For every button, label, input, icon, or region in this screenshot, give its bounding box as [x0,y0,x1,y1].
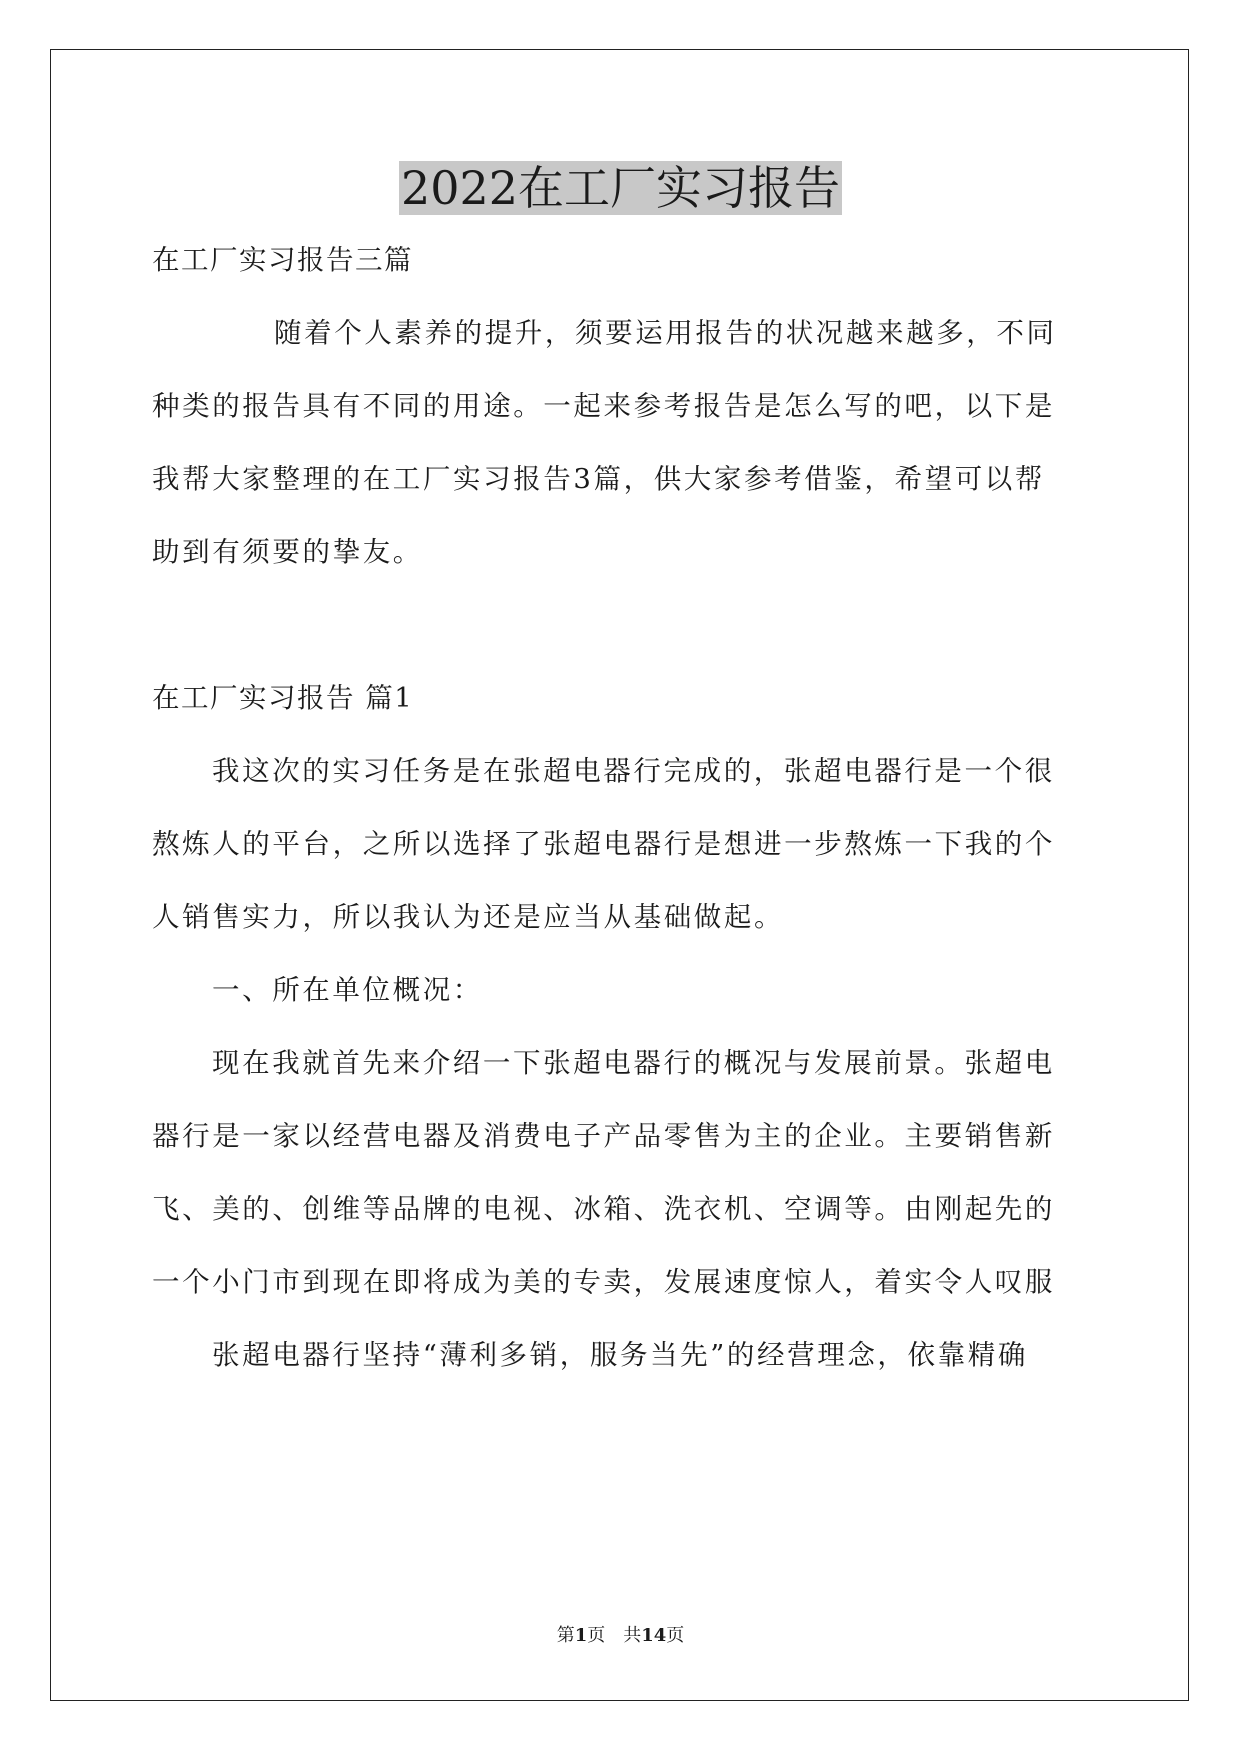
page-border [50,49,1189,1701]
paragraph-line: 器行是一家以经营电器及消费电子产品零售为主的企业。主要销售新 [152,1120,1055,1152]
paragraph-line: 我这次的实习任务是在张超电器行完成的，张超电器行是一个很 [212,755,1055,787]
paragraph-line: 种类的报告具有不同的用途。一起来参考报告是怎么写的吧，以下是 [152,390,1055,422]
paragraph-line: 飞、美的、创维等品牌的电视、冰箱、洗衣机、空调等。由刚起先的 [152,1193,1055,1225]
paragraph-line: 一个小门市到现在即将成为美的专卖，发展速度惊人，着实令人叹服 [152,1266,1055,1298]
footer-suffix: 页 [666,1625,685,1646]
paragraph-line: 现在我就首先来介绍一下张超电器行的概况与发展前景。张超电 [212,1047,1055,1079]
paragraph-line: 人销售实力，所以我认为还是应当从基础做起。 [152,901,785,933]
paragraph-line: 随着个人素养的提升，须要运用报告的状况越来越多，不同 [274,317,1057,349]
paragraph-line: 熬炼人的平台，之所以选择了张超电器行是想进一步熬炼一下我的个 [152,828,1055,860]
footer-page-number: 1 [574,1625,588,1646]
footer-prefix: 第 [556,1625,575,1646]
document-title [0,160,1241,216]
footer-middle: 页 共 [587,1625,642,1646]
paragraph-line: 一、所在单位概况： [212,974,483,1006]
page-footer [0,1624,1241,1648]
footer-total-pages: 14 [641,1625,667,1646]
paragraph-line: 助到有须要的挚友。 [152,536,423,568]
section-heading: 在工厂实习报告 篇1 [152,682,414,714]
subtitle-line: 在工厂实习报告三篇 [152,244,413,276]
document-title-text: 2022在工厂实习报告 [400,161,841,215]
paragraph-line: 我帮大家整理的在工厂实习报告3篇，供大家参考借鉴，希望可以帮 [152,463,1045,495]
paragraph-line: 张超电器行坚持“薄利多销，服务当先”的经营理念，依靠精确 [212,1339,1028,1371]
